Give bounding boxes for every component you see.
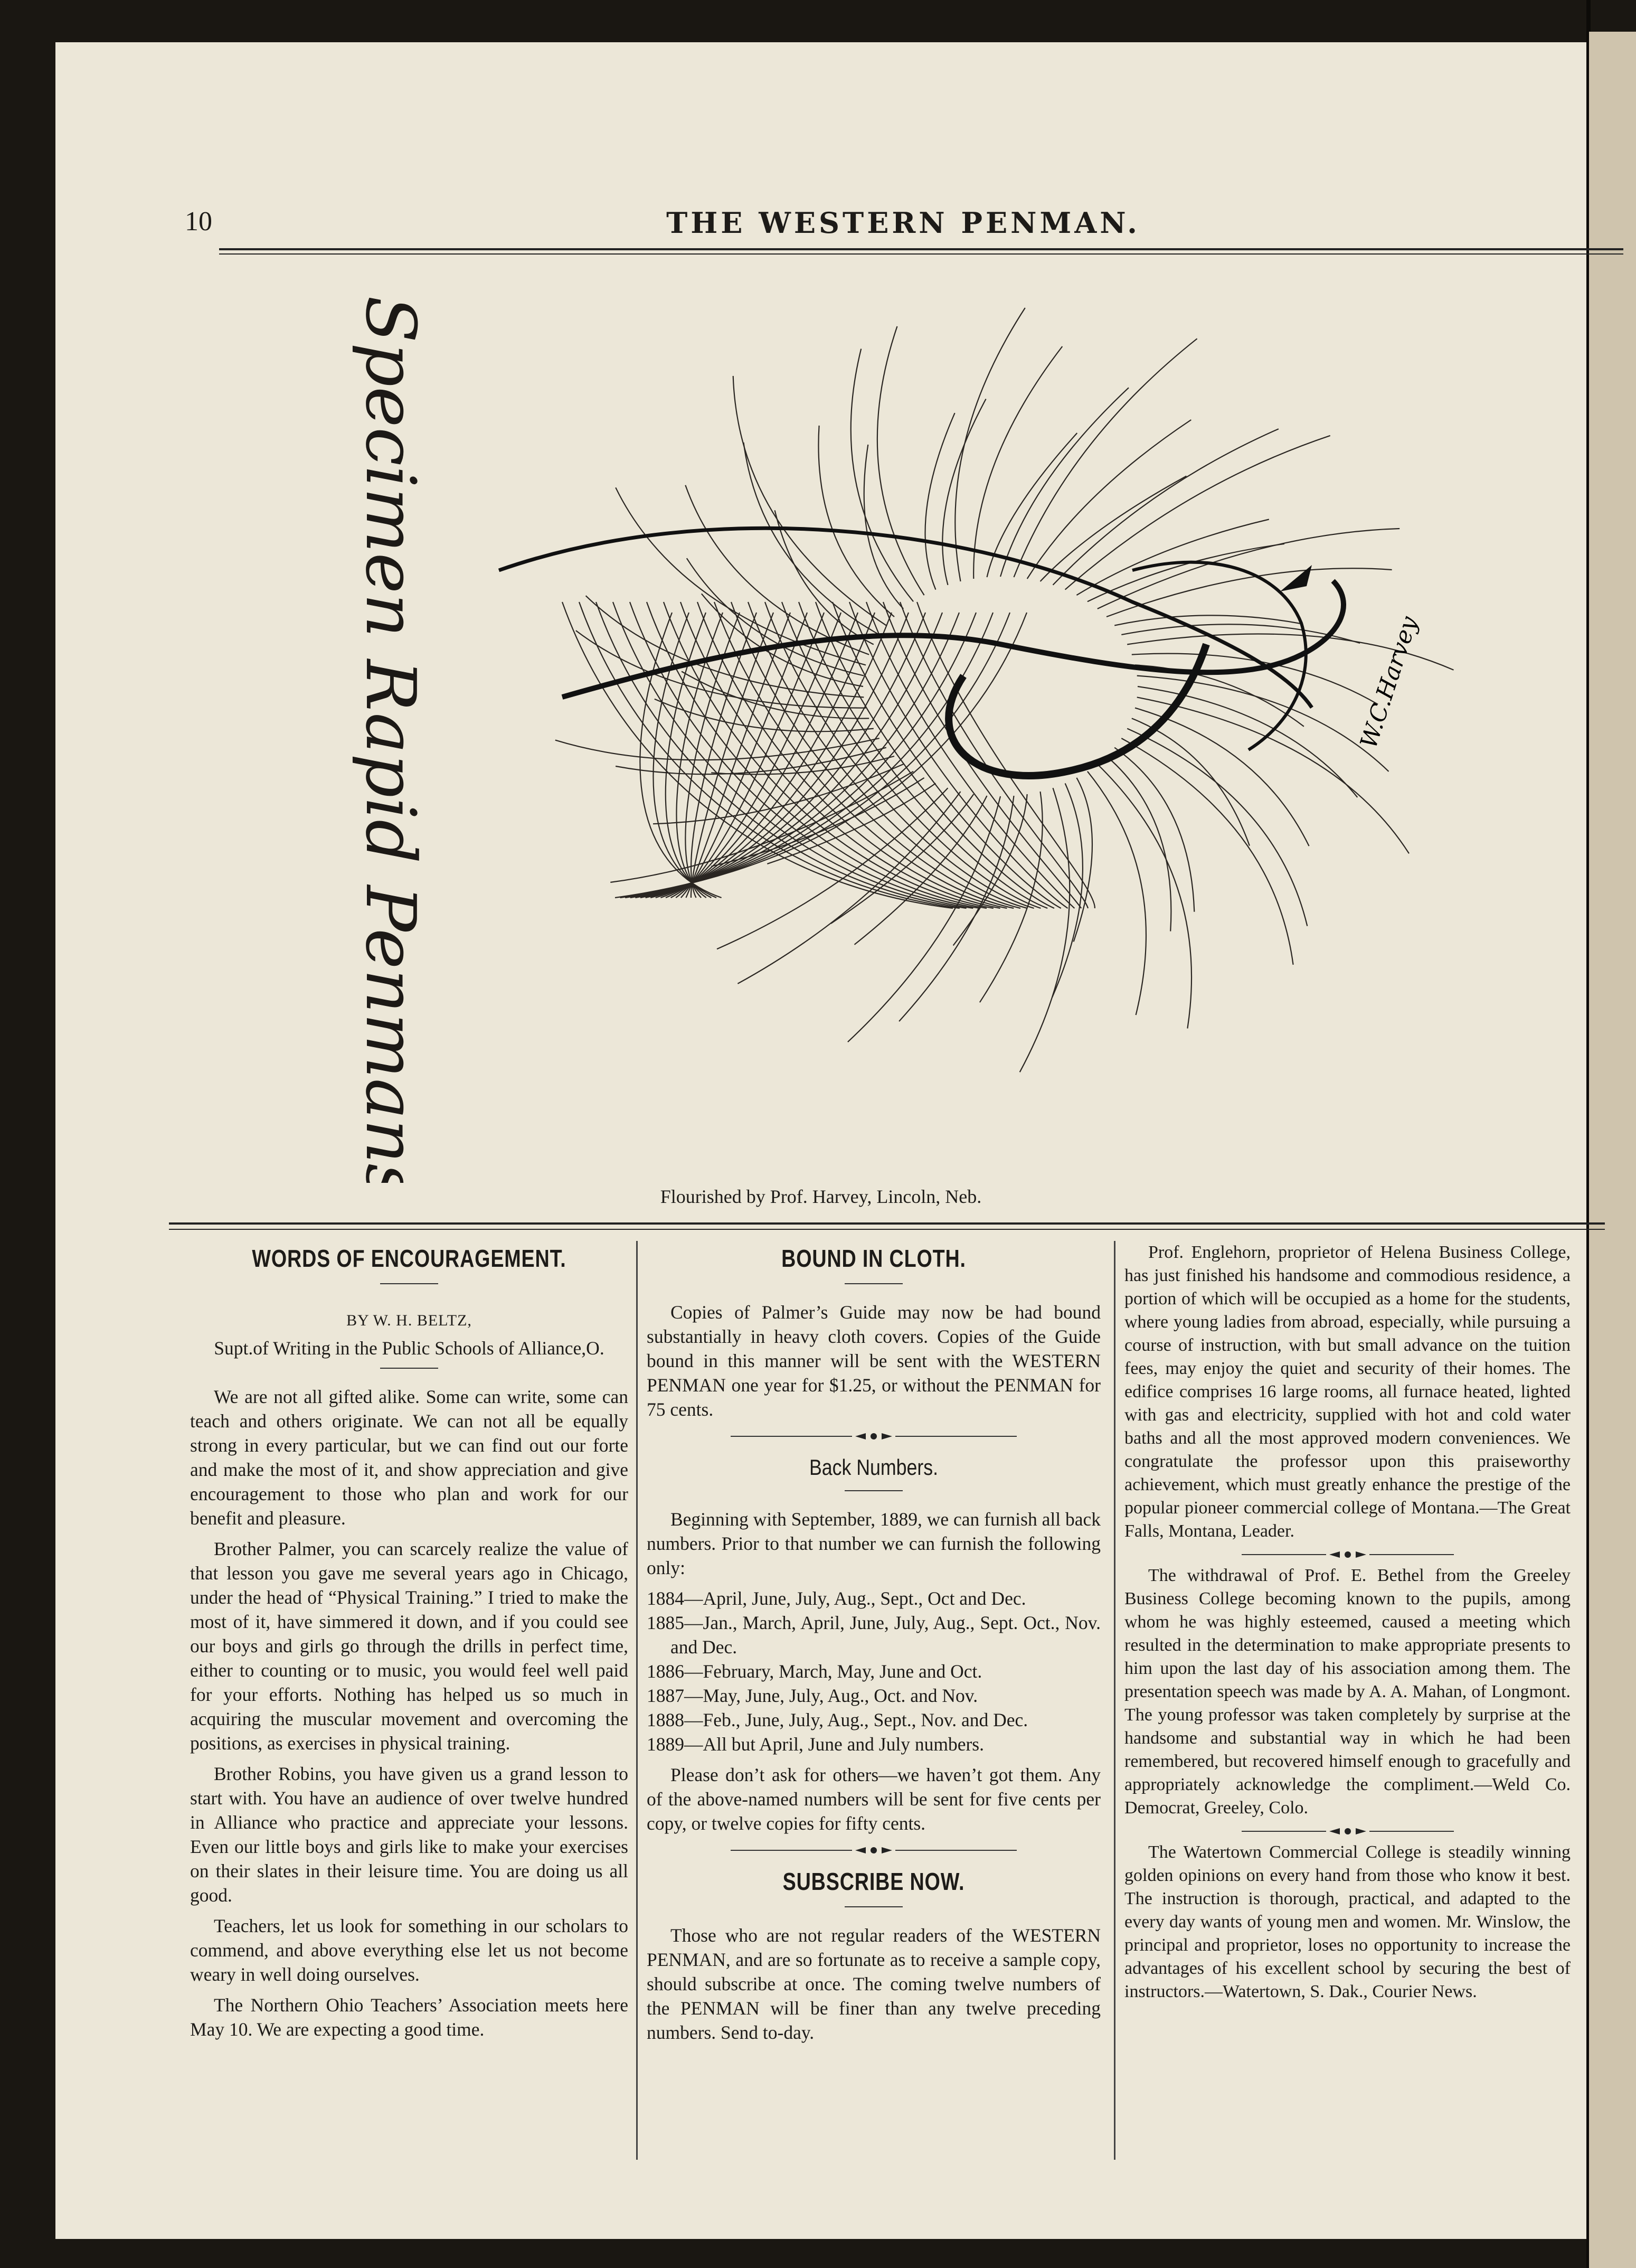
newspaper-page: [55, 42, 1586, 2239]
ornament-divider: [1124, 1826, 1571, 1837]
list-item: 1889—All but April, June and July numbers.: [647, 1734, 984, 1755]
paragraph: Those who are not regular readers of the WESTERN PENMAN, and are so fortunate as to receive a sample copy, should subscribe at once. The coming twelve numbers of the PENMAN will be finer than any twelve preceding numbers. Send to-day.: [647, 1925, 1101, 2043]
paragraph: We are not all gifted alike. Some can write, some can teach and others originate. We can not all be equally strong in every particular, but we can find out our forte and make the most of it, and show appreciation and give encouragement to those who plan and work for our benefit and pleasure.: [190, 1386, 628, 1529]
flourish-stroke: [973, 346, 1062, 579]
ornament-divider: [647, 1431, 1101, 1442]
flourish-stroke: [1135, 708, 1309, 846]
article-heading-back-numbers: Back Numbers.: [809, 1455, 939, 1480]
paragraph: Prof. Englehorn, proprietor of Helena Business College, has just finished his handsome and commodious residence, a portion of which will be occupied as a home for the students, where young ladies from abroad, especially, while pursuing a course of instruction, with but small advance on the tuition fees, may enjoy the quiet and security of their homes. The edifice comprises 16 large rooms, all furnace heated, lighted with gas and electricity, supplied with hot and cold water baths and all the most approved modern conveniences. We congratulate the professor upon this praiseworthy achievement, which must greatly enhance the prestige of the popular pioneer commercial college of Montana.—The Great Falls, Montana, Leader.: [1124, 1243, 1571, 1541]
header-rule-bottom: [219, 253, 1623, 255]
flourish-stroke: [1020, 788, 1070, 1072]
flourish-stroke: [818, 426, 894, 617]
masthead-title: THE WESTERN PENMAN.: [666, 206, 1140, 240]
section-rule-bottom: [169, 1229, 1605, 1230]
paragraph: Brother Robins, you have given us a grand lesson to start with. You have an audience of over twelve hundred in Alliance who practice and appreciate your lessons. Even our little boys and girls like to make your exercises on their slates in their leisure time. You are doing us all good.: [190, 1763, 628, 1906]
flourish-stroke: [883, 602, 1081, 908]
short-rule: [380, 1368, 438, 1369]
ornament-divider: [1124, 1549, 1571, 1560]
flourish-stroke: [1087, 771, 1146, 1015]
article-byline: BY W. H. BELTZ,: [346, 1312, 472, 1329]
back-numbers-list: [647, 1586, 1101, 1756]
article-heading-bound-in-cloth: BOUND IN CLOTH.: [781, 1245, 966, 1272]
flourish-stroke: [681, 613, 807, 898]
flourish-stroke: [1114, 748, 1194, 912]
column-divider-2: [1114, 1241, 1115, 2160]
article-heading-subscribe: SUBSCRIBE NOW.: [782, 1868, 965, 1895]
paragraph: The Northern Ohio Teachers’ Association meets here May 10. We are expecting a good time.: [190, 1994, 628, 2040]
flourish-stroke: [733, 376, 886, 626]
list-item: 1885—Jan., March, April, June, July, Aug., Sept. Oct., Nov. and Dec.: [647, 1612, 1101, 1658]
page-header: [185, 201, 1622, 248]
flourish-stroke: [666, 613, 712, 898]
adjacent-page-edge: [1589, 32, 1636, 2268]
flourish-stroke: [1138, 686, 1357, 797]
section-rule-top: [169, 1222, 1605, 1225]
column-divider-1: [636, 1241, 638, 2160]
flourish-stroke: [1076, 520, 1269, 596]
flourished-bird-artwork: [341, 275, 1555, 1183]
author-affiliation: Supt.of Writing in the Public Schools of Alliance,O.: [214, 1338, 604, 1359]
flourish-stroke: [864, 445, 904, 609]
flourish-illustration: [341, 275, 1555, 1183]
flourish-stroke: [955, 308, 1025, 581]
short-rule: [845, 1490, 903, 1491]
flourish-stroke: [1114, 615, 1302, 625]
paragraph: Brother Palmer, you can scarcely realize the value of that lesson you gave me several years ago in Chicago, under the head of “Physical Training.” I tried to make the most of it, have simmered it down, and if you could see our boys and girls go through the drills in perfect time, either to counting or to music, you would feel well paid for your efforts. Nothing has helped us so much in acquiring the muscular movement and overcoming the positions, as exercises in physical training.: [190, 1538, 628, 1754]
header-rule-top: [219, 248, 1623, 250]
illustration-caption: Flourished by Prof. Harvey, Lincoln, Neb.: [660, 1186, 982, 1207]
flourish-stroke: [685, 485, 869, 655]
flourish-stroke: [953, 794, 1027, 946]
list-item: 1886—February, March, May, June and Oct.: [647, 1661, 982, 1682]
flourish-stroke: [899, 796, 1014, 1021]
column-3: [1124, 1241, 1571, 2010]
short-rule: [845, 1283, 903, 1284]
short-rule: [380, 1283, 438, 1284]
flourish-stroke: [925, 413, 955, 590]
artist-signature: W.C.Harvey: [1355, 613, 1423, 752]
flourish-stroke: [1027, 420, 1191, 579]
flourish-stroke: [1065, 436, 1330, 590]
list-item: 1887—May, June, July, Aug., Oct. and Nov.: [647, 1685, 978, 1706]
list-item: 1884—April, June, July, Aug., Sept., Oct and Dec.: [647, 1588, 1026, 1609]
paragraph: Beginning with September, 1889, we can furnish all back numbers. Prior to that number we can furnish the following only:: [647, 1509, 1101, 1578]
paragraph: The withdrawal of Prof. E. Bethel from the Greeley Business College becoming known to the pupils, among whom he was highly esteemed, caused a meeting which resulted in the determination to make appropriate presents to him upon the last day of his association among them. The presentation speech was made by A. A. Mahan, of Longmont. The young professor was taken completely by surprise at the handsome and substantial way in which he had been remembered, but recovered himself enough to gracefully and appropriately acknowledge the compliment.—Weld Co. Democrat, Greeley, Colo.: [1124, 1566, 1571, 1818]
flourish-stroke: [1098, 764, 1191, 1029]
page-number: 10: [185, 206, 212, 237]
flourish-stroke: [1053, 429, 1279, 585]
flourish-stroke: [555, 738, 880, 760]
paragraph: The Watertown Commercial College is steadily winning golden opinions on every hand from those who know it best. The instruction is thorough, practical, and adapted to the every day wants of young men and women. Mr. Winslow, the principal and proprietor, loses no opportunity to increase the advantages of his excellent school by securing the best of instructors.—Watertown, S. Dak., Courier News.: [1124, 1842, 1571, 2001]
paragraph: Teachers, let us look for something in our scholars to commend, and above everything else let us not become weary in well doing ourselves.: [190, 1915, 628, 1985]
flourish-stroke: [586, 596, 864, 697]
article-heading-encouragement: WORDS OF ENCOURAGEMENT.: [252, 1245, 566, 1272]
paragraph: Please don’t ask for others—we haven’t got them. Any of the above-named numbers will be sent for five cents per copy, or twelve copies for fifty cents.: [647, 1764, 1101, 1834]
paragraph: Copies of Palmer’s Guide may now be had bound substantially in heavy cloth covers. Copies of the Guide bound in this manner will be sent with the WESTERN PENMAN one year for $1.25, or without the PENMAN for 75 cents.: [647, 1302, 1101, 1420]
list-item: 1888—Feb., June, July, Aug., Sept., Nov. and Dec.: [647, 1709, 1028, 1730]
ornament-divider: [647, 1845, 1101, 1856]
vertical-script-title: Specimen Rapid Penmanship: [351, 296, 431, 1183]
flourish-stroke: [848, 796, 1000, 1042]
column-1: [190, 1241, 628, 2048]
flourish-stroke: [1107, 756, 1171, 931]
flourish-stroke: [877, 326, 924, 595]
flourish-stroke: [849, 602, 1068, 908]
flourish-stroke: [748, 602, 1027, 908]
column-2: [647, 1241, 1101, 2051]
short-rule: [845, 1906, 903, 1907]
